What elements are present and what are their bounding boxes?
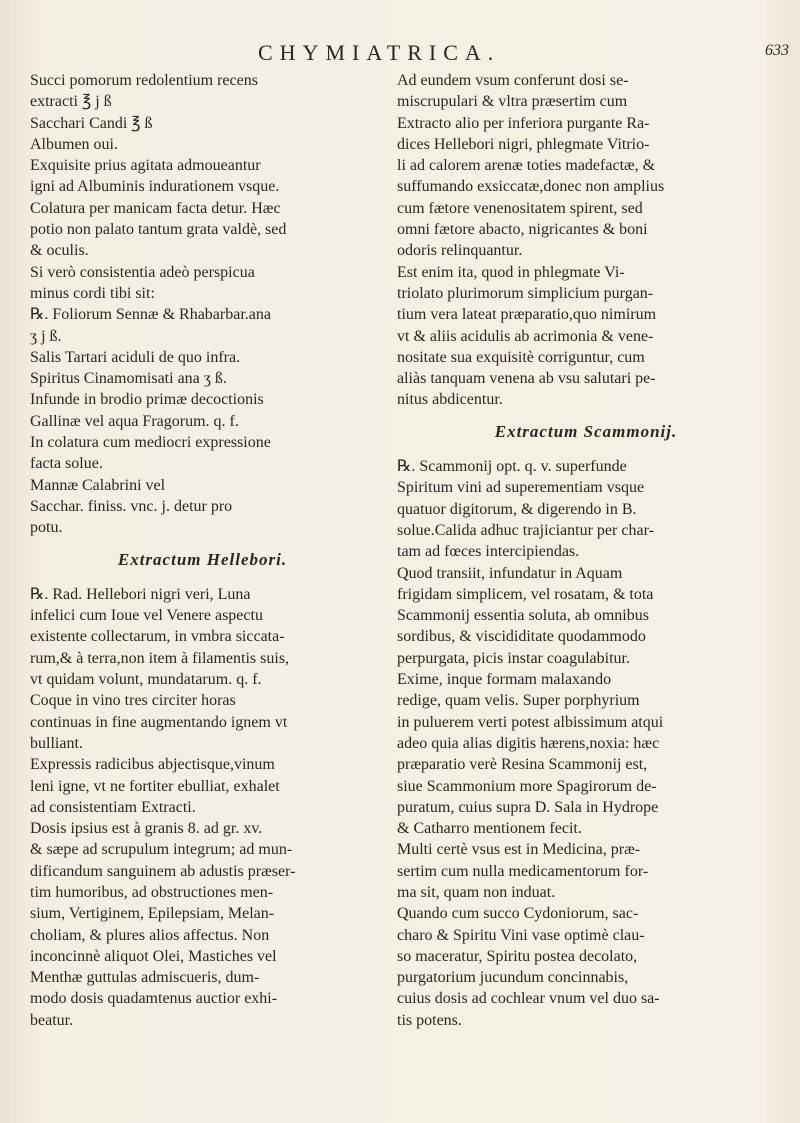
text-line: Gallinæ vel aqua Fragorum. q. f. [30, 412, 239, 430]
text-line: extracti ℥ j ß [30, 93, 112, 111]
text-line: dices Hellebori nigri, phlegmate Vitrio- [397, 135, 650, 153]
text-line: tim humoribus, ad obstructiones men- [30, 883, 274, 901]
text-line: adeo quia alias digitis hærens,noxia: hæc [397, 734, 660, 752]
text-line: li ad calorem arenæ toties madefactæ, & [397, 157, 656, 175]
text-line: rum,& à terra,non item à filamentis suis, [30, 649, 290, 667]
text-line: frigidam simplicem, vel rosatam, & tota [397, 585, 654, 603]
text-line: Scammonij essentia soluta, ab omnibus [397, 607, 649, 625]
text-line: in puluerem verti potest albissimum atqui [397, 713, 664, 731]
text-line: sium, Vertiginem, Epilepsiam, Melan- [30, 905, 275, 923]
text-line: ma sit, quam non induat. [397, 883, 556, 901]
text-line: vt & aliis acidulis ab acrimonia & vene- [397, 327, 654, 345]
text-line: sertim cum nulla medicamentorum for- [397, 862, 649, 880]
text-line: puratum, cuius supra D. Sala in Hydrope [397, 798, 659, 816]
right-vitriol-text [397, 70, 775, 411]
text-line: infelici cum Ioue vel Venere aspectu [30, 607, 263, 625]
text-line: Est enim ita, quod in phlegmate Vi- [397, 263, 625, 281]
text-line: Ad eundem vsum conferunt dosi se- [397, 72, 629, 89]
text-line: Dosis ipsius est à granis 8. ad gr. xv. [30, 820, 263, 838]
text-line: In colatura cum mediocri expressione [30, 434, 271, 452]
text-line: Mannæ Calabrini vel [30, 476, 166, 494]
section-heading-hellebori: Extractum Hellebori. [117, 549, 288, 569]
text-line: Extracto alio per inferiora purgante Ra- [397, 114, 650, 132]
right-column [397, 70, 775, 1031]
page-number: 633 [765, 42, 789, 59]
text-line: odoris relinquantur. [397, 242, 523, 260]
text-line: Menthæ guttulas admiscueris, dum- [30, 969, 260, 987]
text-line: charo & Spiritu Vini vase optimè clau- [397, 926, 645, 944]
left-hellebori-text [30, 584, 375, 1031]
running-title: CHYMIATRICA. [258, 40, 501, 65]
text-line: tium vera lateat præparatio,quo nimirum [397, 306, 657, 324]
text-line: beatur. [30, 1011, 74, 1029]
left-column [30, 70, 375, 1031]
text-line: præparatio verè Resina Scammonij est, [397, 756, 648, 774]
text-line: Sacchar. finiss. vnc. j. detur pro [30, 497, 233, 515]
text-line: facta solue. [30, 455, 103, 473]
section-heading-scammonij: Extractum Scammonij. [494, 421, 678, 441]
text-line: nositate sua exquisitè corriguntur, cum [397, 348, 645, 366]
text-line: dificandum sanguinem ab adustis præser- [30, 862, 296, 880]
page-header [0, 40, 800, 70]
text-line: vt quidam volunt, mundatarum. q. f. [30, 671, 262, 689]
text-line: inconcinnè aliquot Olei, Mastiches vel [30, 947, 277, 965]
text-line: nitus abdicentur. [397, 391, 503, 409]
text-line: tam ad fœces intercipiendas. [397, 543, 580, 561]
text-line: leni igne, vt ne fortiter ebulliat, exhalet [30, 777, 280, 795]
text-line: Si verò consistentia adeò perspicua [30, 263, 255, 281]
text-line: Spiritum vini ad superementiam vsque [397, 479, 645, 497]
text-line: modo dosis quadamtenus auctior exhi- [30, 990, 278, 1008]
text-line: potu. [30, 519, 63, 537]
text-line: cum fætore venenositatem spirent, sed [397, 199, 643, 217]
text-line: Quando cum succo Cydoniorum, sac- [397, 905, 639, 923]
text-line: Expressis radicibus abjectisque,vinum [30, 756, 275, 774]
text-line: Succi pomorum redolentium recens [30, 72, 258, 89]
text-line: sordibus, & viscididitate quodammodo [397, 628, 646, 646]
text-line: suffumando exsiccatæ,donec non amplius [397, 178, 665, 196]
text-line: ℞. Foliorum Sennæ & Rhabarbar.ana [30, 306, 271, 324]
text-line: choliam, & plures alios affectus. Non [30, 926, 270, 944]
text-line: Albumen oui. [30, 135, 118, 153]
right-scammonij-text [397, 456, 775, 1031]
text-line: siue Scammonium more Spagirorum de- [397, 777, 657, 795]
text-line: bulliant. [30, 734, 83, 752]
text-line: igni ad Albuminis indurationem vsque. [30, 178, 280, 196]
text-line: omni fætore abacto, nigricantes & boni [397, 221, 648, 239]
text-line: perpurgata, picis instar coagulabitur. [397, 649, 630, 667]
text-line: potio non palato tantum grata valdè, sed [30, 221, 287, 239]
text-line: Coque in vino tres circiter horas [30, 692, 236, 710]
text-line: existente collectarum, in vmbra siccata- [30, 628, 285, 646]
text-line: continuas in fine augmentando ignem vt [30, 713, 288, 731]
left-recipe-text [30, 70, 375, 539]
text-line: triolato plurimorum simplicium purgan- [397, 284, 654, 302]
text-line: Spiritus Cinamomisati ana ʒ ß. [30, 370, 227, 388]
text-line: Salis Tartari aciduli de quo infra. [30, 348, 241, 366]
text-line: Exquisite prius agitata admoueantur [30, 157, 261, 175]
text-line: miscrupulari & vltra præsertim cum [397, 93, 628, 111]
text-line: Multi certè vsus est in Medicina, præ- [397, 841, 641, 859]
text-line: Infunde in brodio primæ decoctionis [30, 391, 264, 409]
text-line: quatuor digitorum, & digerendo in B. [397, 500, 637, 518]
text-line: aliàs tanquam venena ab vsu salutari pe- [397, 370, 656, 388]
text-line: solue.Calida adhuc trajiciantur per char- [397, 521, 654, 539]
text-line: ℞. Rad. Hellebori nigri veri, Luna [30, 585, 251, 603]
text-line: Exime, inque formam malaxando [397, 671, 612, 689]
text-line: purgatorium jucundum concinnabis, [397, 969, 629, 987]
text-line: ℞. Scammonij opt. q. v. superfunde [397, 458, 627, 476]
text-line: ʒ j ß. [30, 327, 62, 345]
text-line: so maceratur, Spiritu postea decolato, [397, 947, 638, 965]
text-line: Colatura per manicam facta detur. Hæc [30, 199, 281, 217]
text-line: tis potens. [397, 1011, 462, 1029]
text-line: Quod transiit, infundatur in Aquam [397, 564, 623, 582]
text-line: & oculis. [30, 242, 89, 260]
text-line: cuius dosis ad cochlear vnum vel duo sa- [397, 990, 660, 1008]
text-line: redige, quam velis. Super porphyrium [397, 692, 640, 710]
text-line: Sacchari Candi ℥ ß [30, 114, 153, 132]
text-line: ad consistentiam Extracti. [30, 798, 196, 816]
text-line: minus cordi tibi sit: [30, 284, 155, 302]
text-line: & sæpe ad scrupulum integrum; ad mun- [30, 841, 293, 859]
text-line: & Catharro mentionem fecit. [397, 820, 582, 838]
